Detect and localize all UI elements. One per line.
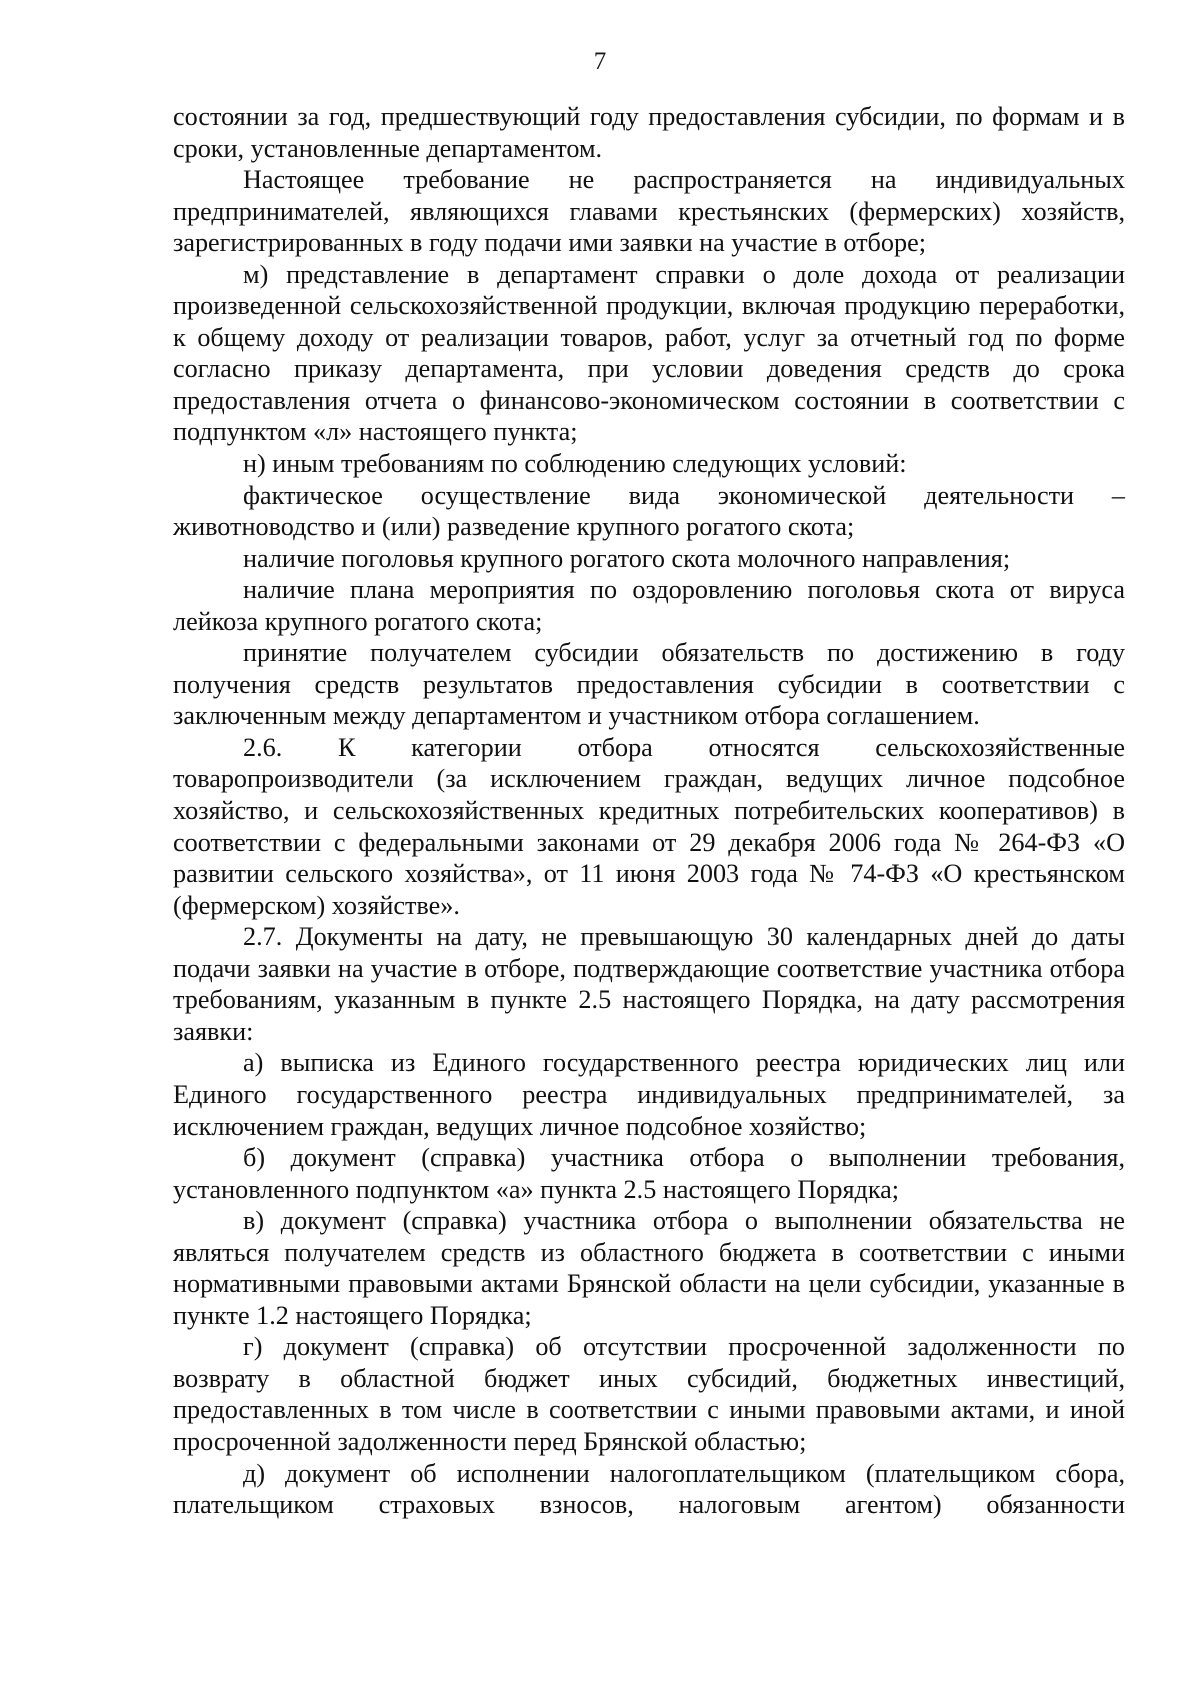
paragraph: 2.6. К категории отбора относятся сельскохозяйственные товаропроизводители (за исключением граждан, ведущих личное подсобное хозяйство, и сельскохозяйственных кредитных потребительских кооперативов) в соответствии с федеральными законами от 29 декабря 2006 года № 264-ФЗ «О развитии сельского хозяйства», от 11 июня 2003 года № 74-ФЗ «О крестьянском (фермерском) хозяйстве». — [173, 732, 1125, 920]
paragraph: б) документ (справка) участника отбора о выполнении требования, установленного подпунктом «а» пункта 2.5 настоящего Порядка; — [173, 1143, 1125, 1204]
paragraph: фактическое осуществление вида экономической деятельности – животноводство и (или) разведение крупного рогатого скота; — [173, 480, 1125, 542]
page-number: 7 — [593, 48, 607, 75]
paragraph: наличие поголовья крупного рогатого скота молочного направления; — [243, 543, 1011, 573]
paragraph: принятие получателем субсидии обязательств по достижению в году получения средств результатов предоставления субсидии в соответствии с заключенным между департаментом и участником отбора соглашением. — [173, 638, 1125, 731]
paragraph: Настоящее требование не распространяется на индивидуальных предпринимателей, являющихся главами крестьянских (фермерских) хозяйств, зарегистрированных в году подачи ими заявки на участие в отборе; — [173, 165, 1125, 258]
paragraph: м) представление в департамент справки о доле дохода от реализации произведенной сельскохозяйственной продукции, включая продукцию переработки, к общему доходу от реализации товаров, работ, услуг за отчетный год по форме согласно приказу департамента, при условии доведения средств до срока предоставления отчета о финансово-экономическом состоянии в соответствии с подпунктом «л» настоящего пункта; — [173, 259, 1125, 447]
paragraph: наличие плана мероприятия по оздоровлению поголовья скота от вируса лейкоза крупного рогатого скота; — [173, 575, 1125, 636]
paragraph: д) документ об исполнении налогоплательщиком (плательщиком сбора, плательщиком страховых взносов, налоговым агентом) обязанности — [173, 1458, 1125, 1520]
paragraph: г) документ (справка) об отсутствии просроченной задолженности по возврату в областной бюджет иных субсидий, бюджетных инвестиций, предоставленных в том числе в соответствии с иными правовыми актами, и иной просроченной задолженности перед Брянской областью; — [173, 1332, 1125, 1456]
paragraph: 2.7. Документы на дату, не превышающую 30 календарных дней до даты подачи заявки на участие в отборе, подтверждающие соответствие участника отбора требованиям, указанным в пункте 2.5 настоящего Порядка, на дату рассмотрения заявки: — [173, 922, 1125, 1046]
paragraph: состоянии за год, предшествующий году предоставления субсидии, по формам и в сроки, установленные департаментом. — [173, 102, 1125, 163]
paragraph: н) иным требованиям по соблюдению следующих условий: — [243, 449, 907, 479]
paragraph: в) документ (справка) участника отбора о выполнении обязательства не являться получателем средств из областного бюджета в соответствии с иными нормативными правовыми актами Брянской области на цели субсидии, указанные в пункте 1.2 настоящего Порядка; — [173, 1206, 1125, 1330]
paragraph: а) выписка из Единого государственного реестра юридических лиц или Единого государственного реестра индивидуальных предпринимателей, за исключением граждан, ведущих личное подсобное хозяйство; — [173, 1048, 1125, 1141]
document-body — [173, 101, 1125, 1521]
